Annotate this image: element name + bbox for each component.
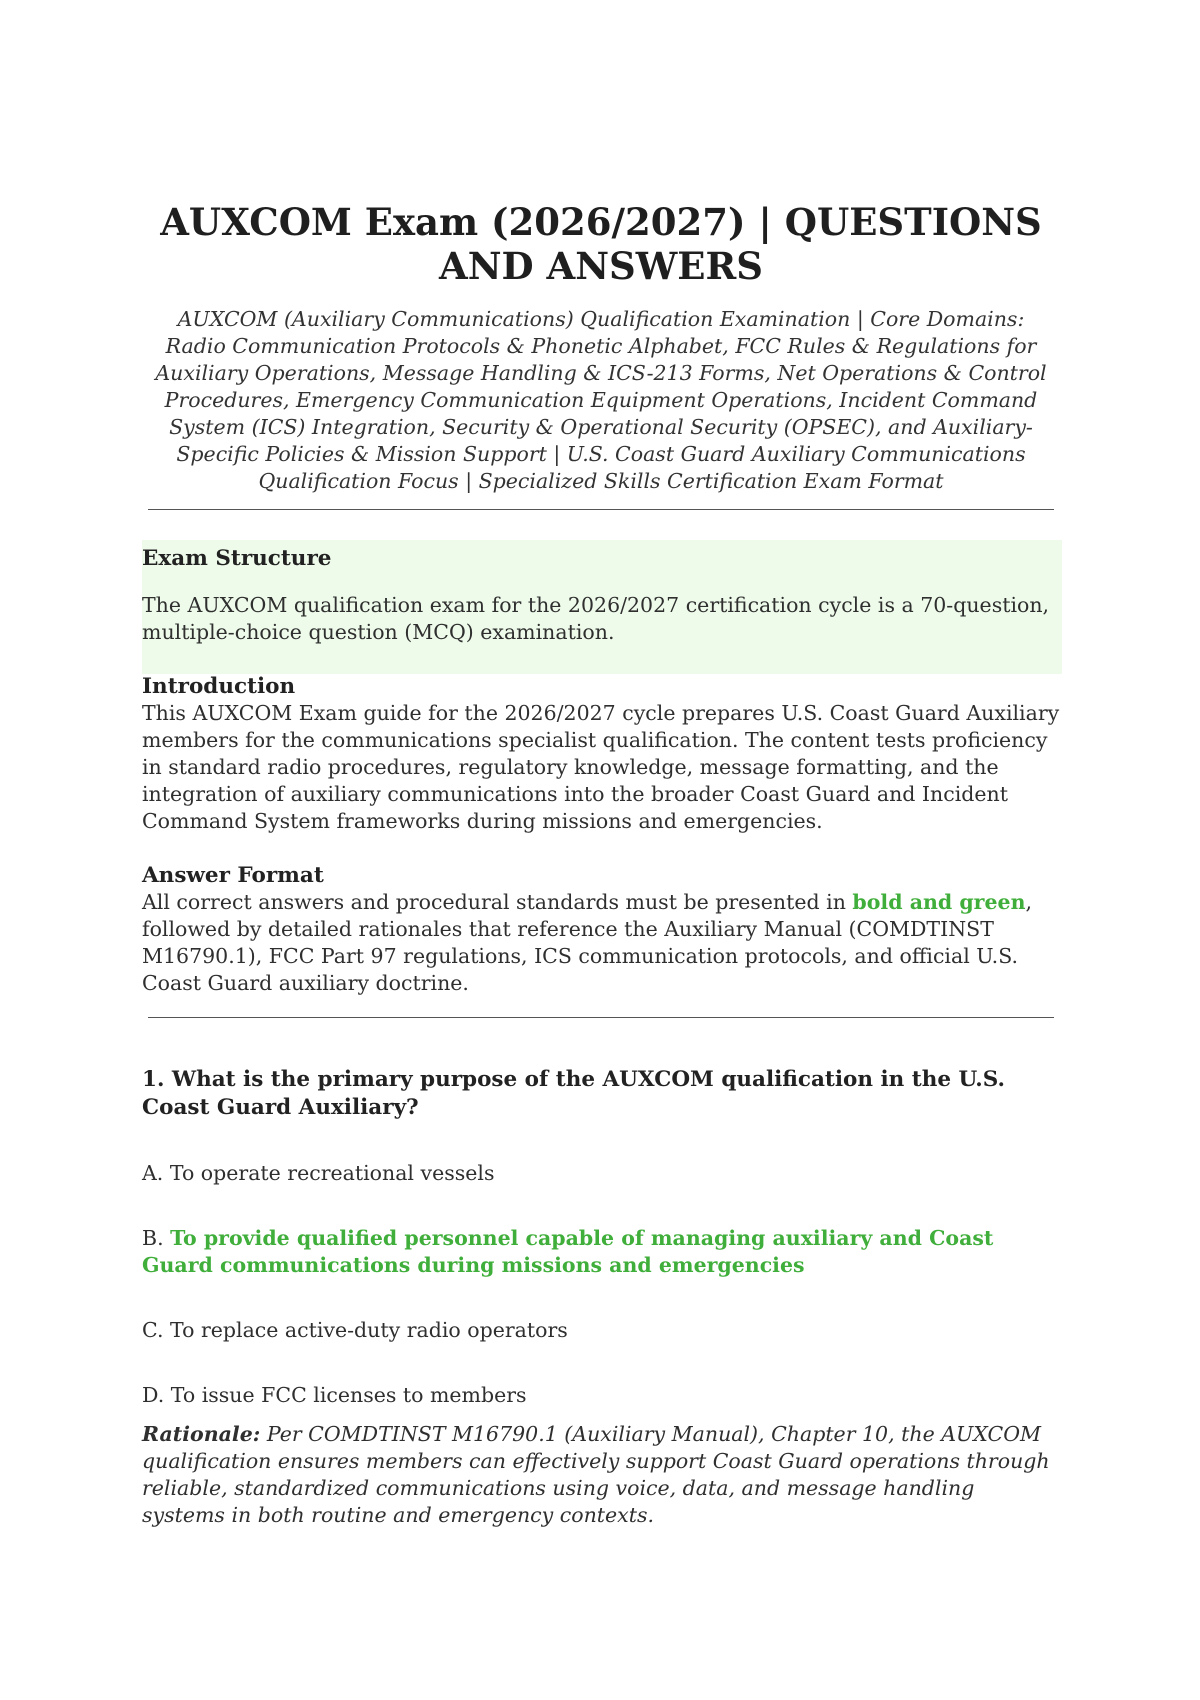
rationale-label: Rationale: [142,1422,261,1446]
answer-format-text [142,889,1060,997]
option-letter: A. [142,1161,164,1185]
option-text: To replace active-duty radio operators [170,1318,568,1342]
answer-format-text-before: All correct answers and procedural standards must be presented in [142,890,853,914]
option-a [142,1160,1060,1187]
question-1 [142,1066,1060,1529]
option-d [142,1382,1060,1409]
exam-structure-heading: Exam Structure [142,546,332,571]
option-text: To issue FCC licenses to members [170,1383,527,1407]
introduction-heading: Introduction [142,674,296,699]
document-page [142,200,1060,1550]
rationale-text: Per COMDTINST M16790.1 (Auxiliary Manual), Chapter 10, the AUXCOM qualification ensures members can effectively support Coast Guard operations through reliable, standardized communications using voice, data, and message handling systems in both routine and emergency contexts. [142,1422,1050,1527]
divider [148,1017,1054,1018]
answer-format-highlight: bold and green [852,890,1026,914]
exam-structure-text: The AUXCOM qualification exam for the 2026/2027 certification cycle is a 70-question, multiple-choice question (MCQ) examination. [142,593,1050,644]
introduction-text: This AUXCOM Exam guide for the 2026/2027 cycle prepares U.S. Coast Guard Auxiliary members for the communications specialist qualification. The content tests proficiency in standard radio procedures, regulatory knowledge, message formatting, and the integration of auxiliary communications into the broader Coast Guard and Incident Command System frameworks during missions and emergencies. [142,701,1060,833]
document-subtitle: AUXCOM (Auxiliary Communications) Qualification Examination | Core Domains: Radio Communication Protocols & Phonetic Alphabet, FCC Rules & Regulations for Auxiliary Operations, Message Handling & ICS-213 Forms, Net Operations & Control Procedures, Emergency Communication Equipment Operations, Incident Command System (ICS) Integration, Security & Operational Security (OPSEC), and Auxiliary-Specific Policies & Mission Support | U.S. Coast Guard Auxiliary Communications Qualification Focus | Specialized Skills Certification Exam Format [155,307,1047,493]
document-title: AUXCOM Exam (2026/2027) | QUESTIONS AND ANSWERS [160,200,1042,288]
option-b-correct [142,1225,1060,1279]
option-letter: C. [142,1318,164,1342]
answer-format-text-after: , followed by detailed rationales that reference the Auxiliary Manual (COMDTINST M16790.1), FCC Part 97 regulations, ICS communication protocols, and official U.S. Coast Guard auxiliary doctrine. [142,890,1033,995]
question-text: 1. What is the primary purpose of the AUXCOM qualification in the U.S. Coast Guard Auxiliary? [142,1067,1006,1120]
exam-structure-box [142,540,1062,674]
answer-format-section [142,863,1060,997]
option-c [142,1317,1060,1344]
option-letter: B. [142,1226,164,1250]
option-letter: D. [142,1383,165,1407]
answer-format-heading: Answer Format [142,863,324,888]
divider [148,509,1054,510]
introduction-section [142,674,1060,835]
rationale [142,1421,1060,1529]
correct-answer-text: To provide qualified personnel capable of managing auxiliary and Coast Guard communications during missions and emergencies [142,1226,994,1277]
option-text: To operate recreational vessels [169,1161,495,1185]
